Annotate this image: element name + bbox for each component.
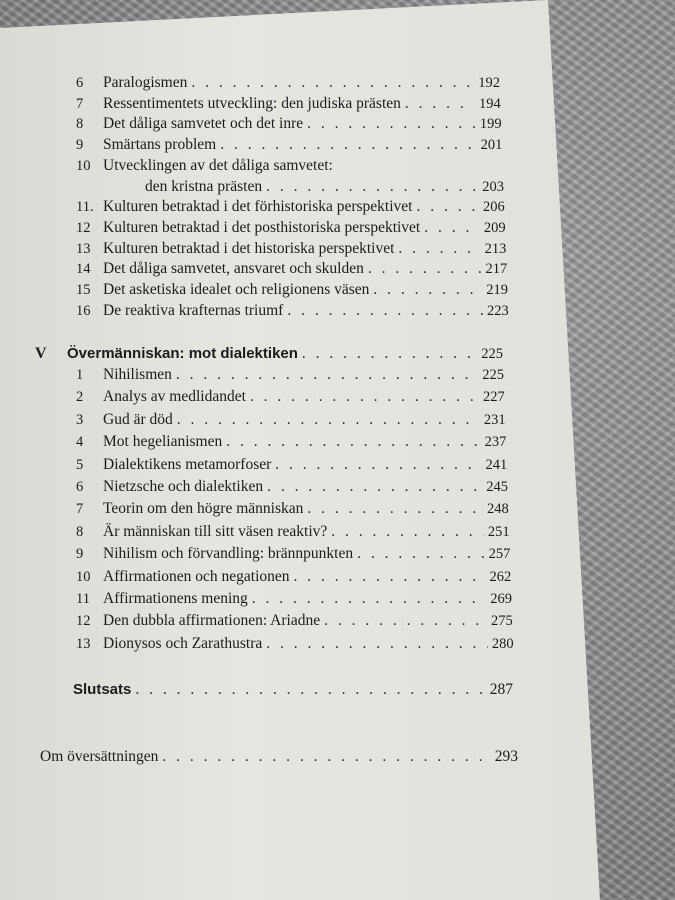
dot-leader bbox=[252, 589, 486, 609]
dot-leader bbox=[307, 499, 483, 519]
dot-leader bbox=[416, 197, 479, 217]
page-number: 213 bbox=[484, 240, 507, 257]
entry-title: Analys av medlidandet bbox=[103, 388, 246, 406]
page-number: 219 bbox=[486, 282, 508, 298]
toc-entry bbox=[76, 567, 511, 587]
dot-leader bbox=[266, 177, 478, 197]
page-number: 209 bbox=[483, 219, 506, 236]
entry-number: 8 bbox=[76, 523, 84, 540]
entry-number: 14 bbox=[76, 261, 91, 278]
entry-number: 4 bbox=[76, 434, 84, 451]
entry-title: Det dåliga samvetet och det inre bbox=[103, 115, 304, 133]
toc-entry bbox=[76, 301, 509, 321]
entry-title: den kristna prästen bbox=[145, 177, 263, 195]
toc-entry bbox=[76, 544, 510, 564]
page-number: 248 bbox=[487, 501, 509, 518]
chapter-title: Övermänniskan: mot dialektiken bbox=[67, 345, 298, 362]
translation-entry bbox=[40, 747, 518, 767]
dot-leader bbox=[191, 73, 474, 93]
entry-title: Teorin om den högre människan bbox=[103, 500, 304, 518]
entry-number: 13 bbox=[76, 240, 91, 257]
dot-leader bbox=[267, 477, 482, 497]
entry-title: Smärtans problem bbox=[103, 136, 217, 154]
dot-leader bbox=[266, 634, 488, 654]
dot-leader bbox=[307, 114, 476, 134]
entry-title: Den dubbla affirmationen: Ariadne bbox=[103, 612, 321, 630]
entry-title: Kulturen betraktad i det historiska perspektivet bbox=[103, 239, 395, 257]
toc-entry bbox=[76, 499, 509, 519]
entry-title: Gud är död bbox=[103, 410, 173, 428]
dot-leader bbox=[226, 432, 480, 452]
entry-number: 8 bbox=[76, 116, 84, 133]
dot-leader bbox=[398, 239, 480, 259]
page-number: 293 bbox=[494, 748, 518, 765]
toc-entry bbox=[76, 611, 513, 631]
page-number: 231 bbox=[483, 411, 506, 428]
dot-leader bbox=[220, 135, 476, 155]
dot-leader bbox=[177, 410, 480, 430]
entry-number: 15 bbox=[76, 282, 91, 298]
dot-leader bbox=[424, 218, 480, 238]
entry-number: 10 bbox=[76, 157, 91, 174]
dot-leader bbox=[405, 94, 475, 114]
entry-number: 11. bbox=[76, 199, 94, 216]
entry-title: Affirmationen och negationen bbox=[103, 567, 290, 585]
page-number: 225 bbox=[482, 367, 504, 383]
entry-title: Kulturen betraktad i det förhistoriska perspektivet bbox=[103, 198, 413, 216]
dot-leader bbox=[287, 301, 483, 321]
dot-leader bbox=[176, 365, 478, 385]
entry-number: 5 bbox=[76, 456, 84, 473]
toc-entry bbox=[76, 387, 505, 407]
page-number: 245 bbox=[486, 479, 508, 495]
entry-title: Dionysos och Zarathustra bbox=[103, 634, 263, 652]
toc-entry bbox=[76, 94, 501, 114]
entry-title: Det asketiska idealet och religionens väsen bbox=[103, 281, 370, 298]
entry-title: Kulturen betraktad i det posthistoriska perspektivet bbox=[103, 218, 421, 236]
page-number: 203 bbox=[482, 178, 504, 195]
entry-number: 10 bbox=[76, 568, 91, 585]
entry-number: 11 bbox=[76, 591, 90, 607]
dot-leader bbox=[373, 280, 482, 300]
entry-number: 12 bbox=[76, 613, 91, 630]
entry-title: Mot hegelianismen bbox=[103, 433, 223, 451]
page-number: 223 bbox=[487, 302, 509, 319]
toc-entry bbox=[76, 477, 508, 497]
entry-number: 2 bbox=[76, 389, 84, 406]
page-number: 280 bbox=[491, 635, 514, 652]
dot-leader bbox=[324, 611, 487, 631]
toc-entry bbox=[76, 73, 500, 93]
toc-entry bbox=[76, 589, 512, 609]
entry-number: 7 bbox=[76, 501, 84, 518]
dot-leader bbox=[302, 344, 477, 364]
entry-title: Det dåliga samvetet, ansvaret och skulden bbox=[103, 260, 364, 278]
entry-title: Nihilismen bbox=[103, 366, 172, 383]
entry-title: Slutsats bbox=[73, 681, 132, 698]
page-number: 287 bbox=[489, 681, 513, 698]
page-number: 275 bbox=[491, 613, 513, 630]
page-number: 217 bbox=[485, 261, 508, 278]
toc-entry bbox=[76, 197, 505, 217]
dot-leader bbox=[294, 567, 486, 587]
entry-title: Utvecklingen av det dåliga samvetet: bbox=[103, 156, 333, 174]
chapter-number: V bbox=[35, 345, 47, 362]
toc-entry bbox=[76, 156, 503, 176]
dot-leader bbox=[162, 747, 490, 767]
entry-title: Nietzsche och dialektiken bbox=[103, 478, 264, 495]
dot-leader bbox=[275, 455, 481, 475]
toc-entry bbox=[76, 239, 506, 259]
entry-number: 9 bbox=[76, 137, 84, 154]
dot-leader bbox=[250, 387, 479, 407]
page-number: 206 bbox=[483, 199, 505, 216]
entry-title: Om översättningen bbox=[40, 748, 159, 765]
toc-entry bbox=[76, 634, 514, 654]
page-number: 227 bbox=[483, 389, 505, 406]
entry-title: Ressentimentets utveckling: den judiska prästen bbox=[103, 94, 401, 112]
toc-entry bbox=[76, 135, 502, 155]
page-number: 192 bbox=[478, 75, 500, 91]
entry-number: 6 bbox=[76, 479, 84, 495]
entry-title: Dialektikens metamorfoser bbox=[103, 455, 272, 473]
page-number: 262 bbox=[489, 568, 512, 585]
entry-number: 13 bbox=[76, 635, 91, 652]
page-number: 251 bbox=[487, 523, 510, 540]
dot-leader bbox=[357, 544, 485, 564]
page-number: 201 bbox=[480, 137, 503, 154]
conclusion-entry bbox=[73, 680, 513, 700]
toc-entry bbox=[76, 280, 508, 300]
page-number: 269 bbox=[490, 591, 512, 607]
dot-leader bbox=[368, 259, 482, 279]
entry-title: Affirmationens mening bbox=[103, 590, 248, 607]
entry-title: Nihilism och förvandling: brännpunkten bbox=[103, 545, 354, 563]
toc-entry bbox=[76, 259, 507, 279]
entry-number: 1 bbox=[76, 367, 84, 383]
toc-entry bbox=[76, 455, 507, 475]
toc-entry bbox=[76, 177, 504, 197]
dot-leader bbox=[135, 680, 485, 700]
entry-title: Paralogismen bbox=[103, 74, 188, 91]
entry-title: Är människan till sitt väsen reaktiv? bbox=[103, 522, 328, 540]
chapter-heading bbox=[35, 344, 503, 364]
toc-entry bbox=[76, 522, 510, 542]
entry-number: 3 bbox=[76, 411, 84, 428]
page-number: 199 bbox=[479, 116, 502, 133]
toc-entry bbox=[76, 218, 506, 238]
page-number: 237 bbox=[484, 434, 507, 451]
entry-title: De reaktiva krafternas triumf bbox=[103, 301, 284, 319]
toc-entry bbox=[76, 365, 504, 385]
entry-number: 12 bbox=[76, 219, 91, 236]
toc-entry bbox=[76, 410, 506, 430]
entry-number: 6 bbox=[76, 75, 84, 91]
toc-entry bbox=[76, 432, 506, 452]
toc-entry bbox=[76, 114, 502, 134]
entry-number: 16 bbox=[76, 302, 91, 319]
page-number: 257 bbox=[488, 546, 511, 563]
entry-number: 9 bbox=[76, 546, 84, 563]
page-number: 241 bbox=[485, 456, 508, 473]
entry-number: 7 bbox=[76, 95, 84, 112]
page-number: 194 bbox=[479, 95, 501, 112]
page-number: 225 bbox=[481, 346, 503, 362]
dot-leader bbox=[331, 522, 484, 542]
